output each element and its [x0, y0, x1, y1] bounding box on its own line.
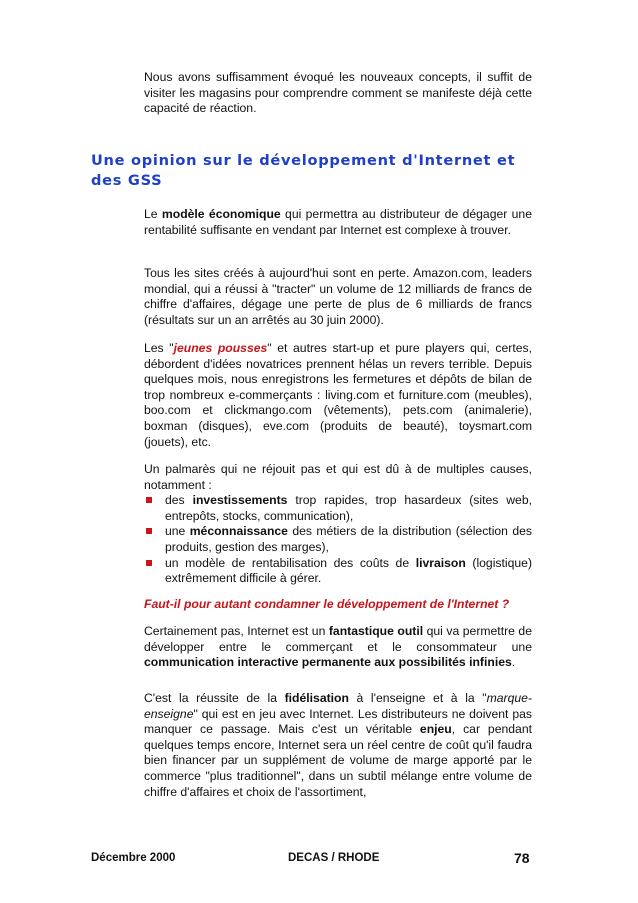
intro-paragraph: [144, 70, 532, 117]
text-run: une: [165, 524, 190, 539]
paragraph-economic-model: [144, 207, 532, 238]
causes-intro: Un palmarès qui ne réjouit pas et qui est dû à de multiples causes, notamment :: [144, 462, 532, 492]
question-text: Faut-il pour autant condamner le développement de l'Internet ?: [144, 597, 510, 611]
text-run: des métiers de la distribution (sélection des produits, gestion des marges),: [165, 524, 532, 554]
bold-term: investissements: [192, 493, 288, 508]
paragraph-causes: [144, 462, 532, 587]
paragraph-losses: [144, 266, 532, 328]
highlight-term: jeunes pousses: [173, 341, 268, 355]
text-run: qui permettra au distributeur de dégager une rentabilité suffisante en vendant par Internet est complexe à trouver.: [144, 207, 532, 237]
square-bullet-icon: [146, 528, 152, 534]
paragraph-tool: [144, 624, 532, 671]
list-item: [144, 524, 532, 555]
text-run: C'est la réussite de la: [144, 691, 285, 705]
section-heading: Une opinion sur le développement d'Internet et des GSS: [91, 152, 516, 189]
paragraph-startups: [144, 341, 532, 450]
page-number: 78: [514, 850, 530, 866]
intro-text: Nous avons suffisamment évoqué les nouveaux concepts, il suffit de visiter les magasins pour comprendre comment se manifeste déjà cette capacité de réaction.: [144, 70, 532, 116]
question-paragraph: [144, 597, 532, 613]
text-run: , car pendant quelques temps encore, Internet sera un réel centre de coût qu'il faudra bien financer par un supplément de volume de marge apporté par le commerce "plus traditionnel", dans un subtil mélange entre volume de chiffre d'affaires et choix de l'assortiment,: [144, 722, 532, 799]
footer-date: Décembre 2000: [91, 852, 176, 864]
text-run: Les ": [144, 341, 174, 355]
bold-term: méconnaissance: [189, 524, 288, 539]
text-run: à l'enseigne et à la ": [348, 691, 487, 705]
square-bullet-icon: [146, 560, 152, 566]
bold-term: enjeu: [419, 722, 452, 737]
list-item: [144, 556, 532, 587]
bold-term: fidélisation: [284, 691, 349, 705]
footer-authors: DECAS / RHODE: [288, 852, 380, 864]
causes-list: [144, 493, 532, 587]
text-run: " qui est en jeu avec Internet. Les distributeurs ne doivent pas manquer ce passage. Mais c'est un véritable: [144, 706, 532, 737]
bold-term: livraison: [415, 555, 466, 570]
text-run: " et autres start-up et pure players qui, certes, débordent d'idées novatrices prennent hélas un revers terrible. Depuis quelques mois, nous enregistrons les fermetures et dépôts de bilan de trop nombreux e-commerçants : living.com et furniture.com (meubles), boo.com et clickmango.com (vêtements), pets.com (animalerie), boxman (disques), eve.com (produits de beauté), toysmart.com (jouets), etc.: [144, 341, 532, 449]
bold-term: modèle économique: [161, 207, 281, 221]
text-run: qui va permettre de développer entre le commerçant et le consommateur une: [144, 624, 532, 654]
list-item: [144, 493, 532, 524]
paragraph-loyalty: [144, 691, 532, 800]
text-run: un modèle de rentabilisation des coûts de: [165, 555, 416, 570]
text-run: (logistique) extrêmement difficile à gérer.: [165, 555, 533, 586]
text-run: des: [165, 493, 193, 508]
text-run: trop rapides, trop hasardeux (sites web, entrepôts, stocks, communication),: [165, 493, 532, 523]
text-run: Le: [144, 207, 162, 221]
losses-text: Tous les sites créés à aujourd'hui sont en perte. Amazon.com, leaders mondial, qui a réussi à "tracter" un volume de 12 milliards de francs de chiffre d'affaires, dégage une perte de plus de 6 milliards de francs (résultats sur un an arrêtés au 30 juin 2000).: [144, 266, 532, 327]
square-bullet-icon: [146, 497, 152, 503]
bold-term: communication interactive permanente aux possibilités infinies: [144, 655, 512, 670]
italic-term: marque-enseigne: [144, 691, 532, 721]
bold-term: fantastique outil: [328, 624, 424, 638]
text-run: Certainement pas, Internet est un: [144, 624, 329, 638]
text-run: .: [511, 655, 516, 670]
